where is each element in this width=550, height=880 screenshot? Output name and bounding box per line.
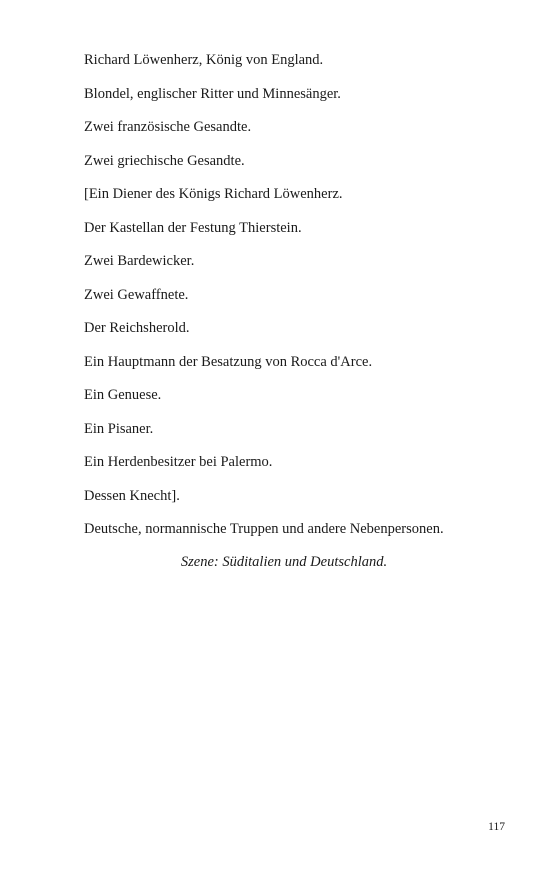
cast-entry: Richard Löwenherz, König von England.	[84, 52, 324, 68]
cast-entry: Zwei Bardewicker.	[84, 253, 195, 269]
cast-entry: [Ein Diener des Königs Richard Löwenherz.	[84, 186, 343, 202]
cast-entry: Blondel, englischer Ritter und Minnesänger.	[84, 85, 341, 102]
cast-entry: Ein Pisaner.	[84, 420, 154, 437]
cast-entry: Der Reichsherold.	[84, 320, 190, 336]
cast-entry: Zwei Gewaffnete.	[84, 286, 189, 303]
page-number: 117	[488, 821, 505, 833]
cast-entry: Zwei französische Gesandte.	[84, 119, 252, 135]
cast-entry: Zwei griechische Gesandte.	[84, 152, 245, 169]
cast-entry: Ein Genuese.	[84, 387, 162, 403]
cast-entry: Deutsche, normannische Truppen und andere Nebenpersonen.	[84, 521, 444, 537]
cast-entry: Der Kastellan der Festung Thierstein.	[84, 219, 302, 236]
cast-list	[84, 50, 504, 553]
cast-entry: Ein Herdenbesitzer bei Palermo.	[84, 454, 273, 470]
cast-entry: Ein Hauptmann der Besatzung von Rocca d'Arce.	[84, 353, 373, 370]
cast-entry: Dessen Knecht].	[84, 487, 180, 504]
scene-setting: Szene: Süditalien und Deutschland.	[180, 554, 388, 570]
